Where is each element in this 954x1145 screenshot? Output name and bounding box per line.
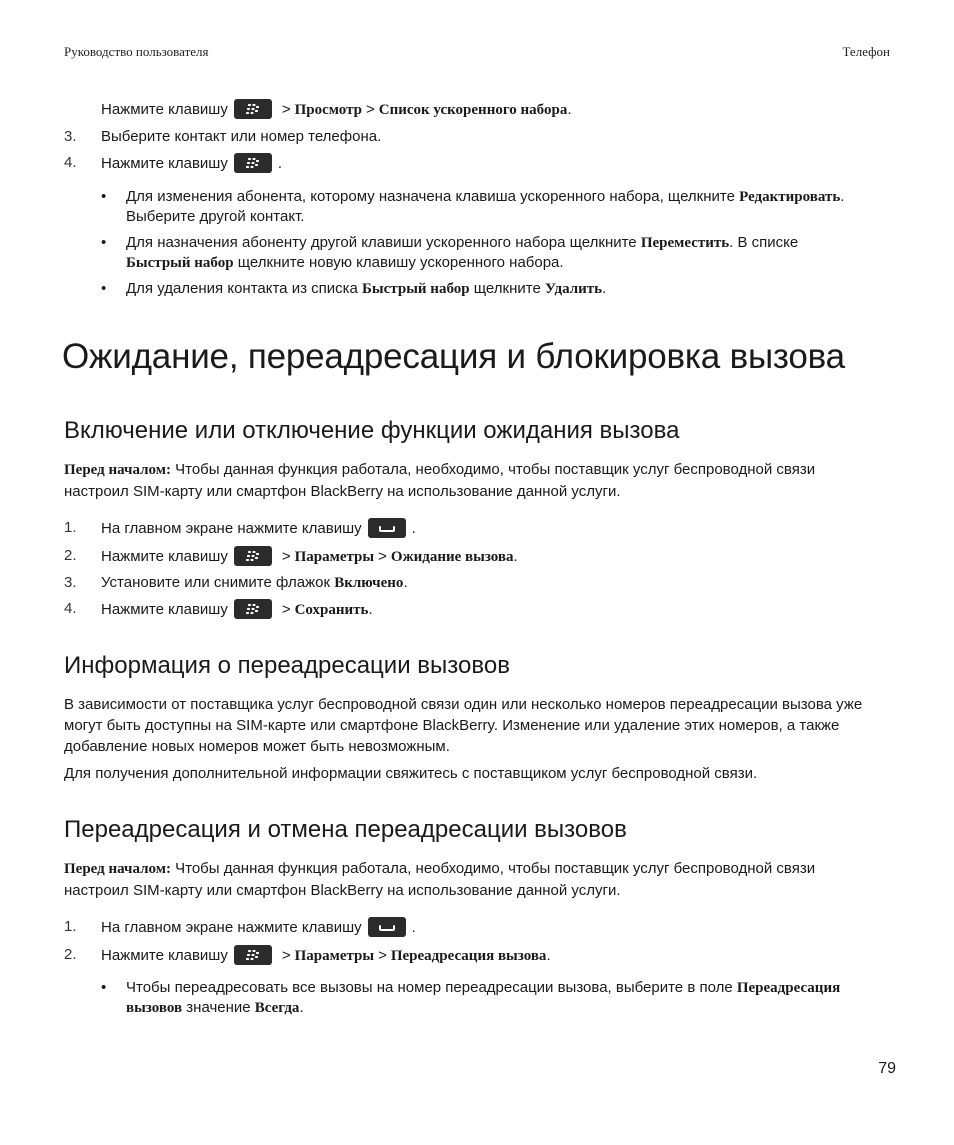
bullet-icon: • <box>101 188 107 205</box>
bullet-icon: • <box>101 979 107 996</box>
step-number: 2. <box>64 547 77 564</box>
list-item: Чтобы переадресовать все вызовы на номер переадресации вызова, выберите в поле Переадресация вызовов значение Всегда. <box>126 979 841 1016</box>
step-text: Нажмите клавишу > Параметры > Переадресация вызова. <box>101 947 551 964</box>
step-text: Нажмите клавишу > Параметры > Ожидание вызова. <box>101 548 518 565</box>
send-call-key-icon <box>368 518 406 538</box>
blackberry-menu-key-icon <box>234 945 272 965</box>
blackberry-menu-key-icon <box>234 546 272 566</box>
blackberry-menu-key-icon <box>234 99 272 119</box>
page-number: 79 <box>878 1060 896 1077</box>
section-title-forward-calls: Переадресация и отмена переадресации вызовов <box>64 816 627 843</box>
step-number: 1. <box>64 918 77 935</box>
step-text: На главном экране нажмите клавишу . <box>101 520 416 537</box>
bullet-icon: • <box>101 234 107 251</box>
step-press-menu: Нажмите клавишу > Просмотр > Список ускоренного набора. <box>101 101 572 118</box>
list-item: Для назначения абоненту другой клавиши ускоренного набора щелкните Переместить. В списке Быстрый набор щелкните новую клавишу ускоренного набора. <box>126 234 799 271</box>
step-number: 3. <box>64 128 77 145</box>
send-call-key-icon <box>368 917 406 937</box>
prerequisite-note: Перед началом: Чтобы данная функция работала, необходимо, чтобы поставщик услуг беспроводной связи настроил SIM-карту или смартфон BlackBerry на использование данной услуги. <box>64 860 816 899</box>
step-number: 1. <box>64 519 77 536</box>
step-text: На главном экране нажмите клавишу . <box>101 919 416 936</box>
prerequisite-note: Перед началом: Чтобы данная функция работала, необходимо, чтобы поставщик услуг беспроводной связи настроил SIM-карту или смартфон BlackBerry на использование данной услуги. <box>64 461 816 500</box>
forwarding-info-paragraph: В зависимости от поставщика услуг беспроводной связи один или несколько номеров переадресации вызова уже могут быть доступны на SIM-карте или смартфоне BlackBerry. Изменение или удаление этих номеров, а также добавление новых номеров может быть невозможным. <box>64 696 863 755</box>
list-item: Для удаления контакта из списка Быстрый набор щелкните Удалить. <box>126 280 607 297</box>
bullet-icon: • <box>101 280 107 297</box>
step-text: Выберите контакт или номер телефона. <box>101 128 382 145</box>
section-title-forwarding-info: Информация о переадресации вызовов <box>64 652 510 679</box>
step-number: 4. <box>64 600 77 617</box>
step-text: Нажмите клавишу > Сохранить. <box>101 601 373 618</box>
section-title-call-waiting: Включение или отключение функции ожидания вызова <box>64 417 680 444</box>
step-number: 4. <box>64 154 77 171</box>
blackberry-menu-key-icon <box>234 153 272 173</box>
step-number: 3. <box>64 574 77 591</box>
running-header-right: Телефон <box>842 44 890 59</box>
step-text: Установите или снимите флажок Включено. <box>101 574 408 591</box>
running-header-left: Руководство пользователя <box>64 44 209 59</box>
step-number: 2. <box>64 946 77 963</box>
forwarding-contact-paragraph: Для получения дополнительной информации свяжитесь с поставщиком услуг беспроводной связи. <box>64 765 758 782</box>
step-text: Нажмите клавишу . <box>101 155 282 172</box>
list-item: Для изменения абонента, которому назначена клавиша ускоренного набора, щелкните Редактировать. Выберите другой контакт. <box>126 188 845 225</box>
chapter-title: Ожидание, переадресация и блокировка вызова <box>62 337 845 376</box>
blackberry-menu-key-icon <box>234 599 272 619</box>
